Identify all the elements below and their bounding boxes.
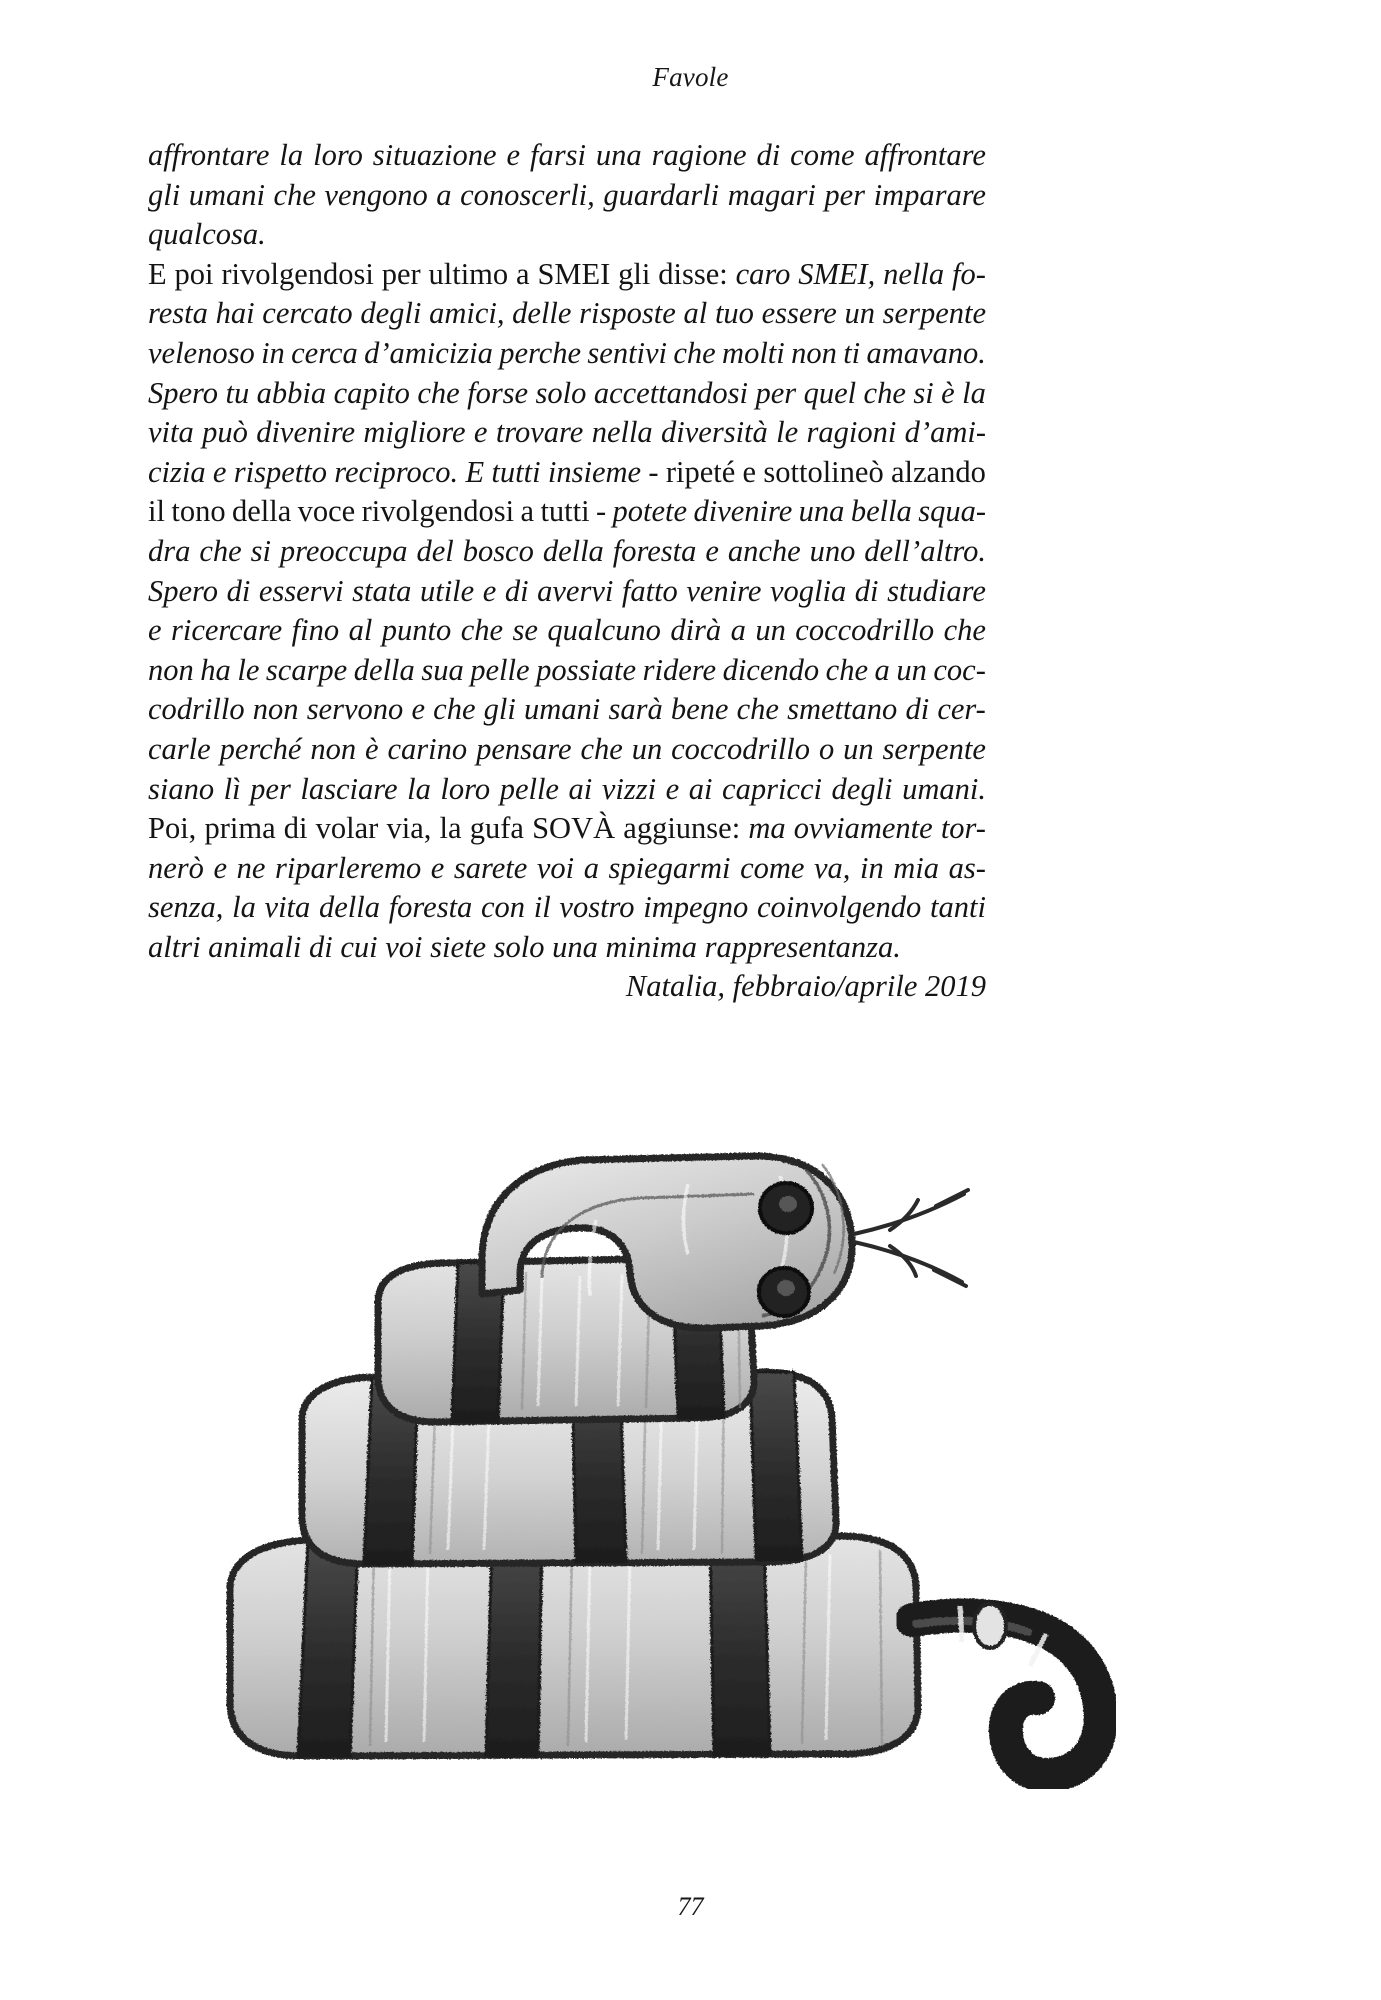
word: loro bbox=[440, 771, 491, 806]
word: dirà bbox=[670, 613, 722, 648]
word: aggiunse: bbox=[623, 811, 741, 846]
word: e bbox=[506, 138, 521, 172]
word: spiegarmi bbox=[608, 850, 731, 885]
word: qualcuno bbox=[547, 613, 661, 648]
word: a bbox=[520, 494, 535, 529]
word: siano bbox=[148, 771, 215, 806]
word: punto bbox=[381, 613, 452, 648]
word: che bbox=[417, 375, 460, 410]
word: ultimo bbox=[428, 256, 509, 291]
word: carle bbox=[148, 731, 211, 766]
word: foresta bbox=[612, 533, 697, 568]
word: diversità bbox=[661, 415, 768, 450]
word: solo bbox=[535, 375, 587, 410]
word: di bbox=[283, 811, 308, 846]
word: si bbox=[913, 375, 934, 410]
word: vizzi bbox=[601, 771, 657, 806]
word: preoccupa bbox=[279, 533, 408, 568]
word: che bbox=[673, 335, 716, 370]
word: o bbox=[818, 731, 835, 766]
word: d’ami- bbox=[904, 415, 986, 450]
word: cerca bbox=[291, 335, 358, 370]
word: ricercare bbox=[171, 613, 283, 648]
word: Spero bbox=[148, 573, 219, 608]
word: E bbox=[465, 454, 485, 489]
word: per bbox=[381, 256, 421, 291]
word: tuo bbox=[714, 296, 754, 331]
snake-band bbox=[486, 1538, 542, 1756]
word: del bbox=[416, 533, 454, 568]
snake-band bbox=[750, 1372, 802, 1560]
text-line bbox=[148, 809, 986, 849]
word: amici, bbox=[429, 296, 505, 331]
word: di bbox=[905, 692, 930, 727]
word: velenoso bbox=[148, 335, 255, 370]
text-line bbox=[148, 492, 986, 532]
word: e bbox=[148, 613, 162, 648]
word: come bbox=[740, 850, 805, 885]
word: affrontare bbox=[864, 138, 986, 172]
snake-band bbox=[710, 1537, 770, 1755]
word: fino bbox=[291, 613, 340, 648]
word: la bbox=[232, 890, 256, 925]
word: sarete bbox=[453, 850, 528, 885]
word: nella bbox=[591, 415, 653, 450]
word: SMEI, bbox=[798, 256, 876, 291]
word: SMEI bbox=[537, 256, 611, 291]
word: di bbox=[504, 573, 529, 608]
word: ti bbox=[843, 335, 861, 370]
word: che bbox=[863, 375, 906, 410]
text-line bbox=[148, 690, 986, 730]
word: ragione bbox=[651, 138, 747, 172]
word: a bbox=[583, 850, 599, 885]
word: smettano bbox=[787, 692, 898, 727]
word: perche bbox=[499, 335, 582, 370]
word: della bbox=[353, 652, 415, 687]
word: che bbox=[433, 692, 476, 727]
paragraph-block bbox=[148, 136, 986, 967]
word: un bbox=[843, 731, 874, 766]
word: sentivi bbox=[587, 335, 668, 370]
word: pelle bbox=[470, 652, 530, 687]
word: al bbox=[683, 296, 708, 331]
word: delle bbox=[512, 296, 572, 331]
word: e bbox=[213, 850, 228, 885]
word: per bbox=[755, 375, 797, 410]
word: ripeté bbox=[665, 454, 736, 489]
word: tutti bbox=[491, 454, 541, 489]
word: il bbox=[148, 494, 165, 529]
word: caro bbox=[735, 256, 791, 291]
word: una bbox=[595, 138, 642, 172]
word: che bbox=[199, 533, 242, 568]
italic-run: altri animali di cui voi siete solo una minima rappresentanza. bbox=[148, 929, 901, 964]
text-line bbox=[148, 572, 986, 612]
word: un bbox=[755, 613, 786, 648]
word: umani. bbox=[902, 771, 986, 806]
word: sua bbox=[421, 652, 464, 687]
word: cer- bbox=[937, 692, 986, 727]
word: il bbox=[533, 890, 551, 925]
word: farsi bbox=[529, 138, 586, 172]
word: vita bbox=[148, 415, 194, 450]
word: senza, bbox=[148, 890, 224, 925]
text-line bbox=[148, 215, 986, 255]
word: e bbox=[212, 454, 227, 489]
snake-tail bbox=[912, 1604, 1101, 1775]
word: tutti bbox=[540, 494, 590, 529]
word: as- bbox=[948, 850, 986, 885]
word: che bbox=[943, 613, 986, 648]
word: rivolgendosi bbox=[221, 256, 374, 291]
word: come bbox=[790, 138, 855, 172]
word: un bbox=[631, 731, 663, 766]
word: - bbox=[648, 454, 659, 489]
word: dell’altro. bbox=[864, 533, 986, 568]
text-line bbox=[148, 255, 986, 295]
word: bene bbox=[670, 692, 729, 727]
word: carino bbox=[387, 731, 468, 766]
word: a bbox=[874, 652, 890, 687]
word: uno bbox=[809, 533, 856, 568]
word: bella bbox=[850, 494, 912, 529]
word: conoscerli, bbox=[460, 177, 595, 212]
word: che bbox=[273, 177, 316, 212]
word: codrillo bbox=[148, 692, 245, 727]
word: e bbox=[430, 850, 445, 885]
word: gli bbox=[148, 177, 181, 212]
word: migliore bbox=[363, 415, 466, 450]
word: trovare bbox=[495, 415, 584, 450]
text-line bbox=[148, 888, 986, 928]
word: hai bbox=[215, 296, 255, 331]
word: foresta bbox=[388, 890, 473, 925]
word: essere bbox=[761, 296, 837, 331]
word: capito bbox=[333, 375, 410, 410]
word: non bbox=[791, 335, 837, 370]
word: di bbox=[226, 573, 251, 608]
word: imparare bbox=[873, 177, 986, 212]
word: umani bbox=[188, 177, 265, 212]
word: - bbox=[595, 494, 607, 529]
word: nella bbox=[883, 256, 945, 291]
word: gufa bbox=[469, 811, 524, 846]
word: è bbox=[941, 375, 955, 410]
word: della bbox=[542, 533, 604, 568]
word: voi bbox=[536, 850, 575, 885]
word: utile bbox=[419, 573, 475, 608]
word: studiare bbox=[887, 573, 986, 608]
word: guardarli bbox=[603, 177, 720, 212]
word: non bbox=[252, 692, 299, 727]
word: molti bbox=[722, 335, 785, 370]
word: e bbox=[742, 454, 757, 489]
word: e bbox=[473, 415, 488, 450]
word: in bbox=[859, 850, 884, 885]
word: le bbox=[237, 652, 260, 687]
word: la bbox=[279, 138, 304, 172]
word: stata bbox=[352, 573, 412, 608]
word: una bbox=[798, 494, 845, 529]
word: coccodrillo bbox=[795, 613, 935, 648]
word: ma bbox=[748, 811, 786, 846]
word: umani bbox=[524, 692, 601, 727]
word: possiate bbox=[536, 652, 637, 687]
word: vostro bbox=[559, 890, 635, 925]
word: prima bbox=[204, 811, 276, 846]
word: degli bbox=[831, 771, 893, 806]
text-line bbox=[148, 730, 986, 770]
word: che bbox=[825, 652, 868, 687]
word: gli bbox=[483, 692, 516, 727]
word: con bbox=[481, 890, 526, 925]
word: servono bbox=[306, 692, 404, 727]
word: divenire bbox=[256, 415, 355, 450]
signature-line: Natalia, febbraio/aprile 2019 bbox=[625, 969, 986, 1004]
word: vengono bbox=[324, 177, 428, 212]
snake-tongue bbox=[854, 1190, 968, 1286]
word: nerò bbox=[148, 850, 204, 885]
word: lì bbox=[223, 771, 241, 806]
coiled-snake-drawing bbox=[190, 1150, 1190, 1830]
word: squa- bbox=[918, 494, 986, 529]
word: ai bbox=[568, 771, 593, 806]
text-line bbox=[148, 453, 986, 493]
word: non bbox=[310, 731, 357, 766]
word: degli bbox=[360, 296, 422, 331]
word: lasciare bbox=[300, 771, 398, 806]
word: la bbox=[407, 771, 431, 806]
italic-run: qualcosa. bbox=[148, 217, 266, 252]
word: capricci bbox=[722, 771, 822, 806]
text-line bbox=[148, 374, 986, 414]
word: mia bbox=[893, 850, 940, 885]
word: in bbox=[261, 335, 285, 370]
word: scarpe bbox=[265, 652, 348, 687]
running-head: Favole bbox=[652, 62, 729, 92]
word: la bbox=[962, 375, 986, 410]
word: di bbox=[756, 138, 781, 172]
text-line bbox=[148, 294, 986, 334]
word: abbia bbox=[256, 375, 327, 410]
word: ovviamente bbox=[793, 811, 933, 846]
word: Poi, bbox=[148, 811, 197, 846]
word: serpente bbox=[882, 731, 986, 766]
word: impegno bbox=[643, 890, 749, 925]
word: coccodrillo bbox=[671, 731, 811, 766]
word: coinvolgendo bbox=[756, 890, 922, 925]
word: a bbox=[436, 177, 452, 212]
word: fo- bbox=[952, 256, 986, 291]
word: è bbox=[365, 731, 379, 766]
snake-body-group bbox=[230, 1156, 918, 1756]
text-line bbox=[148, 532, 986, 572]
word: tor- bbox=[940, 811, 986, 846]
word: può bbox=[202, 415, 248, 450]
text-line bbox=[148, 651, 986, 691]
word: insieme bbox=[547, 454, 642, 489]
word: quel bbox=[803, 375, 857, 410]
word: loro bbox=[313, 138, 363, 172]
word: riparleremo bbox=[274, 850, 422, 885]
word: resta bbox=[148, 296, 208, 331]
word: e bbox=[665, 771, 680, 806]
word: alzando bbox=[891, 454, 986, 489]
text-line bbox=[148, 136, 986, 176]
word: disse: bbox=[658, 256, 728, 291]
word: anche bbox=[727, 533, 801, 568]
word: volar bbox=[315, 811, 379, 846]
word: se bbox=[512, 613, 538, 648]
word: ne bbox=[236, 850, 266, 885]
word: le bbox=[776, 415, 799, 450]
word: voce bbox=[297, 494, 356, 529]
word: per bbox=[824, 177, 866, 212]
text-line bbox=[148, 334, 986, 374]
text-line bbox=[148, 928, 986, 968]
word: affrontare bbox=[148, 138, 270, 172]
word: la bbox=[439, 811, 462, 846]
word: pelle bbox=[499, 771, 559, 806]
snake-band bbox=[298, 1540, 358, 1756]
text-line bbox=[148, 770, 986, 810]
word: dra bbox=[148, 533, 191, 568]
word: sottolineò bbox=[763, 454, 884, 489]
word: SOVÀ bbox=[532, 811, 616, 846]
word: esservi bbox=[258, 573, 344, 608]
word: ridere bbox=[642, 652, 717, 687]
word: serpente bbox=[882, 296, 986, 331]
word: va, bbox=[814, 850, 851, 885]
text-line bbox=[148, 611, 986, 651]
word: fatto bbox=[621, 573, 678, 608]
word: venire bbox=[686, 573, 762, 608]
word: amavano. bbox=[866, 335, 986, 370]
word: accettandosi bbox=[593, 375, 748, 410]
body-text bbox=[148, 136, 986, 1007]
word: dicendo bbox=[722, 652, 820, 687]
word: voglia bbox=[769, 573, 847, 608]
word: avervi bbox=[537, 573, 614, 608]
word: potete bbox=[612, 494, 688, 529]
word: a bbox=[516, 256, 530, 291]
word: e bbox=[705, 533, 719, 568]
snake-illustration-svg bbox=[190, 1150, 1190, 1830]
word: pensare bbox=[476, 731, 572, 766]
word: via, bbox=[386, 811, 432, 846]
word: poi bbox=[174, 256, 214, 291]
word: un bbox=[844, 296, 875, 331]
word: situazione bbox=[372, 138, 497, 172]
word: ai bbox=[688, 771, 713, 806]
word: E bbox=[148, 256, 167, 291]
word: non bbox=[148, 652, 194, 687]
page-number: 77 bbox=[677, 1892, 704, 1921]
word: sarà bbox=[608, 692, 663, 727]
word: bosco bbox=[462, 533, 534, 568]
word: divenire bbox=[693, 494, 793, 529]
word: gli bbox=[618, 256, 651, 291]
word: si bbox=[250, 533, 271, 568]
word: per bbox=[250, 771, 291, 806]
word: Spero bbox=[148, 375, 219, 410]
text-line bbox=[148, 176, 986, 216]
word: della bbox=[231, 494, 292, 529]
word: forse bbox=[467, 375, 529, 410]
word: della bbox=[319, 890, 380, 925]
word: rivolgendosi bbox=[361, 494, 515, 529]
word: un bbox=[896, 652, 927, 687]
word: che bbox=[736, 692, 779, 727]
word: perché bbox=[219, 731, 302, 766]
word: di bbox=[854, 573, 879, 608]
word: tanti bbox=[930, 890, 986, 925]
word: coc- bbox=[933, 652, 986, 687]
word: cizia bbox=[148, 454, 206, 489]
word: reciproco. bbox=[334, 454, 459, 489]
word: e bbox=[482, 573, 497, 608]
word: tu bbox=[225, 375, 250, 410]
word: rispetto bbox=[233, 454, 327, 489]
word: che bbox=[580, 731, 623, 766]
word: tono bbox=[171, 494, 226, 529]
word: che bbox=[460, 613, 504, 648]
word: ha bbox=[200, 652, 231, 687]
word: magari bbox=[727, 177, 816, 212]
word: al bbox=[348, 613, 373, 648]
word: cercato bbox=[262, 296, 353, 331]
text-line bbox=[148, 413, 986, 453]
word: d’amicizia bbox=[364, 335, 493, 370]
word: risposte bbox=[579, 296, 676, 331]
word: ragioni bbox=[806, 415, 897, 450]
word: e bbox=[411, 692, 425, 727]
text-line bbox=[148, 849, 986, 889]
word: vita bbox=[264, 890, 311, 925]
word: a bbox=[730, 613, 746, 648]
